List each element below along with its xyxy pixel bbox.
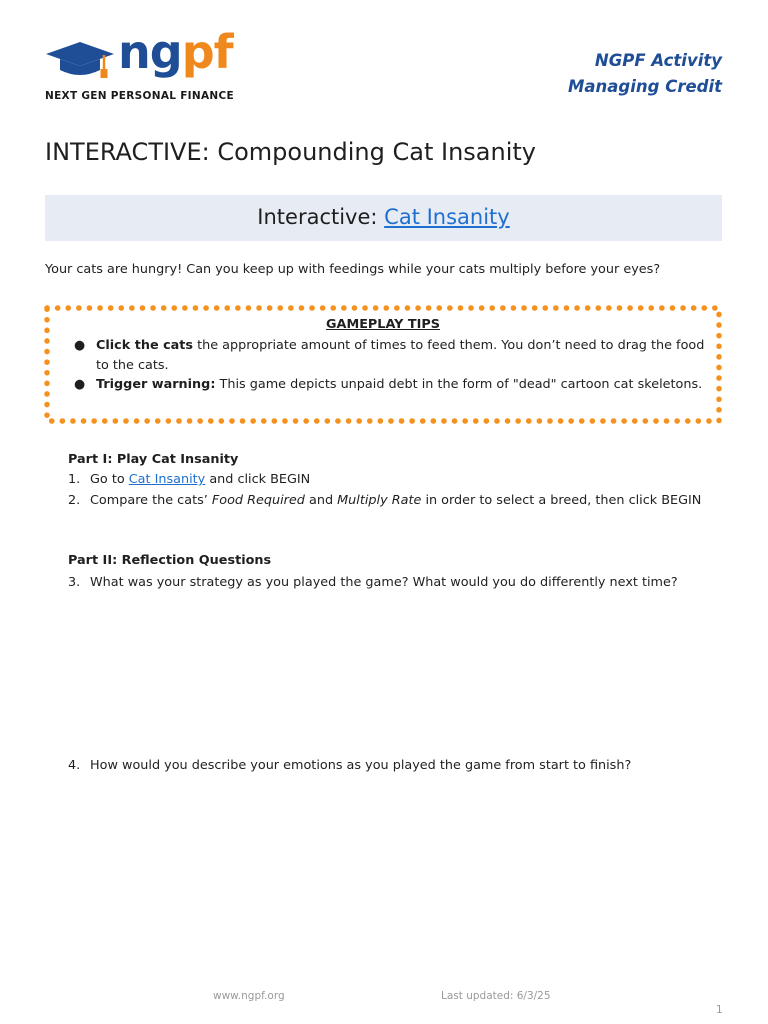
item-mid: and [304,492,338,508]
part2-heading: Part II: Reflection Questions [68,553,272,568]
logo-tagline: NEXT GEN PERSONAL FINANCE [45,90,234,102]
question-item [68,573,728,594]
question-text: How would you describe your emotions as you played the game from start to finish? [90,758,632,773]
tip-text: This game depicts unpaid debt in the form of "dead" cartoon cat skeletons. [215,377,703,392]
page-title: INTERACTIVE: Compounding Cat Insanity [45,138,536,166]
list-number: 4. [68,758,81,773]
tips-list [74,336,714,395]
list-item [68,470,708,491]
item-em-multiply: Multiply Rate [337,492,422,508]
bullet-icon: ● [74,338,86,353]
part1-list [68,470,708,511]
graduation-cap-icon [44,40,116,80]
item-post: and click BEGIN [205,472,311,487]
activity-label [568,48,722,100]
part1-heading: Part I: Play Cat Insanity [68,452,239,467]
intro-text: Your cats are hungry! Can you keep up with feedings while your cats multiply before your eyes? [45,262,661,277]
tip-item [74,375,714,395]
cat-insanity-link[interactable]: Cat Insanity [384,205,510,229]
question-text: What was your strategy as you played the game? What would you do differently next time? [90,575,678,590]
tip-text: the appropriate amount of times to feed them. You don’t need to drag the food to the cats. [96,338,705,373]
item-pre: Go to [90,472,129,487]
list-item [68,491,708,512]
logo-pf: pf [181,25,233,79]
tip-bold: Trigger warning: [96,377,216,392]
cat-insanity-link-2[interactable]: Cat Insanity [128,472,206,487]
question-3-list [68,573,728,594]
logo-ng: ng [118,25,182,79]
tip-bold: Click the cats [96,338,194,353]
item-pre: Compare the cats’ [90,492,212,508]
activity-line-1: NGPF Activity [594,51,722,70]
item-post: in order to select a breed, then click BEGIN [421,492,702,508]
list-number: 1. [68,472,81,487]
item-em-food: Food Required [211,492,305,508]
ngpf-logo [44,25,244,104]
tip-item [74,336,714,375]
tips-title: GAMEPLAY TIPS [326,317,440,332]
activity-line-2: Managing Credit [568,77,722,96]
interactive-banner [45,195,722,241]
question-item [68,756,728,777]
question-4-list [68,756,728,777]
logo-wordmark [118,26,233,78]
gameplay-tips-box [44,305,722,424]
banner-prefix: Interactive: [257,205,385,229]
footer-site: www.ngpf.org [213,990,285,1002]
list-number: 3. [68,575,81,590]
page-number: 1 [716,1004,723,1016]
list-number: 2. [68,492,81,508]
bullet-icon: ● [74,377,86,392]
footer-updated: Last updated: 6/3/25 [441,990,551,1002]
